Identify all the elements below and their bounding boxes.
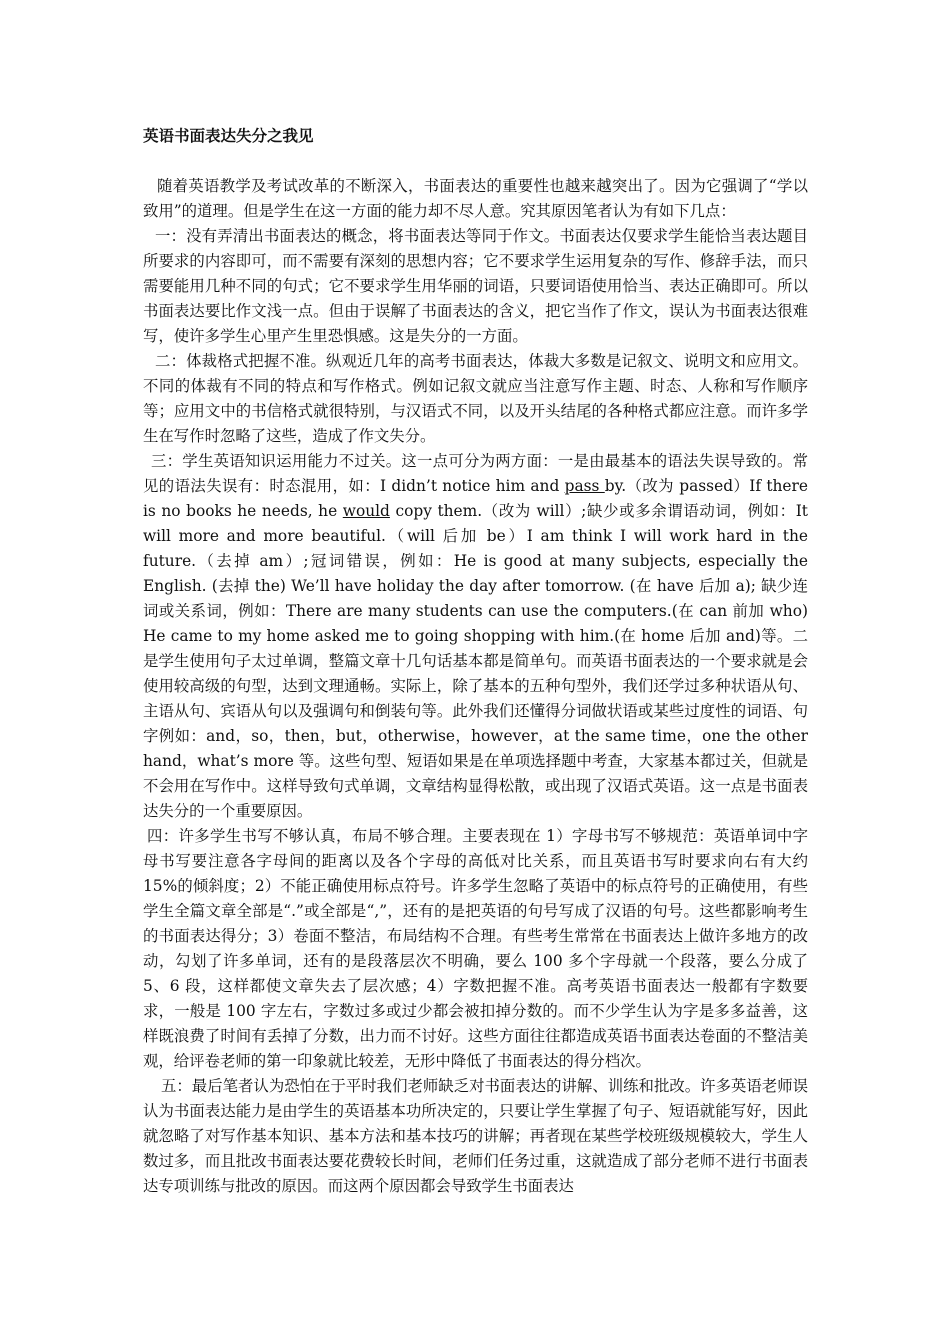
document-page: [143, 124, 808, 1199]
point-3-text-c: copy them.（改为 will）;缺少或多余谓语动词，例如：It will more and more beautiful.（will 后加 be）I am think I will work hard in the future.（去掉 am）;冠词错误，例如：He is good at many subjects, especially the English. (去掉 the) We’ll have holiday the day after tomorrow. (在 have 后加 a); 缺少连词或关系词，例如：There are many students can use the computers.(在 can 前加 who) He came to my home asked me to going shopping with him.(在 home 后加 and)等。二是学生使用句子太过单调，整篇文章十几句话基本都是简单句。而英语书面表达的一个要求就是会使用较高级的句型，达到文理通畅。实际上，除了基本的五种句型外，我们还学过多种状语从句、主语从句、宾语从句以及强调句和倒装句等。此外我们还懂得分词做状语或某些过度性的词语、句字例如：and，so，then，but，otherwise，however，at the same time，one the other hand，what’s more 等。这些句型、短语如果是在单项选择题中考查，大家基本都过关，但就是不会用在写作中。这样导致句式单调，文章结构显得松散，或出现了汉语式英语。这一点是书面表达失分的一个重要原因。: [143, 502, 808, 820]
point-5-paragraph: 五：最后笔者认为恐怕在于平时我们老师缺乏对书面表达的讲解、训练和批改。许多英语老师误认为书面表达能力是由学生的英语基本功所决定的，只要让学生掌握了句子、短语就能写好，因此就忽略了对写作基本知识、基本方法和基本技巧的讲解；再者现在某些学校班级规模较大，学生人数过多，而且批改书面表达要花费较长时间，老师们任务过重，这就造成了部分老师不进行书面表达专项训练与批改的原因。而这两个原因都会导致学生书面表达: [143, 1077, 808, 1195]
point-2-paragraph: 二：体裁格式把握不准。纵观近几年的高考书面表达，体裁大多数是记叙文、说明文和应用文。不同的体裁有不同的特点和写作格式。例如记叙文就应当注意写作主题、时态、人称和写作顺序等；应用文中的书信格式就很特别，与汉语式不同，以及开头结尾的各种格式都应注意。而许多学生在写作时忽略了这些，造成了作文失分。: [143, 352, 808, 445]
document-title: 英语书面表达失分之我见: [143, 127, 314, 145]
point-4-paragraph: 四：许多学生书写不够认真，布局不够合理。主要表现在 1）字母书写不够规范：英语单词中字母书写要注意各字母间的距离以及各个字母的高低对比关系，而且英语书写时要求向右有大约 15%的倾斜度；2）不能正确使用标点符号。许多学生忽略了英语中的标点符号的正确使用，有些学生全篇文章全部是“.”或全部是“,”，还有的是把英语的句号写成了汉语的句号。这些都影响考生的书面表达得分；3）卷面不整洁，布局结构不合理。有些考生常常在书面表达上做许多地方的改动，勾划了许多单词，还有的是段落层次不明确，要么 100 多个字母就一个段落，要么分成了 5、6 段，这样都使文章失去了层次感；4）字数把握不准。高考英语书面表达一般都有字数要求，一般是 100 字左右，字数过多或过少都会被扣掉分数的。而不少学生认为字是多多益善，这样既浪费了时间有丢掉了分数，出力而不讨好。这些方面往往都造成英语书面表达卷面的不整洁美观，给评卷老师的第一印象就比较差，无形中降低了书面表达的得分档次。: [143, 827, 808, 1070]
intro-paragraph: 随着英语教学及考试改革的不断深入，书面表达的重要性也越来越突出了。因为它强调了“学以致用”的道理。但是学生在这一方面的能力却不尽人意。究其原因笔者认为有如下几点：: [143, 177, 808, 220]
point-3-paragraph: [143, 449, 808, 824]
underlined-word-pass: pass: [564, 477, 605, 495]
underlined-word-would: would: [342, 502, 390, 520]
point-1-paragraph: 一：没有弄清出书面表达的概念，将书面表达等同于作文。书面表达仅要求学生能恰当表达题目所要求的内容即可，而不需要有深刻的思想内容；它不要求学生运用复杂的写作、修辞手法，而只需要能用几种不同的句式；它不要求学生用华丽的词语，只要词语使用恰当、表达正确即可。所以书面表达要比作文浅一点。但由于误解了书面表达的含义，把它当作了作文，误认为书面表达很难写，使许多学生心里产生里恐惧感。这是失分的一方面。: [143, 227, 808, 345]
point-3-text-a: 三：学生英语知识运用能力不过关。这一点可分为两方面：一是由最基本的语法失误导致的。常见的语法失误有：时态混用，如：I didn’t notice him and: [143, 452, 808, 495]
point-3-text-b: by.（改为 passed）If there is no books he needs, he: [143, 477, 809, 520]
